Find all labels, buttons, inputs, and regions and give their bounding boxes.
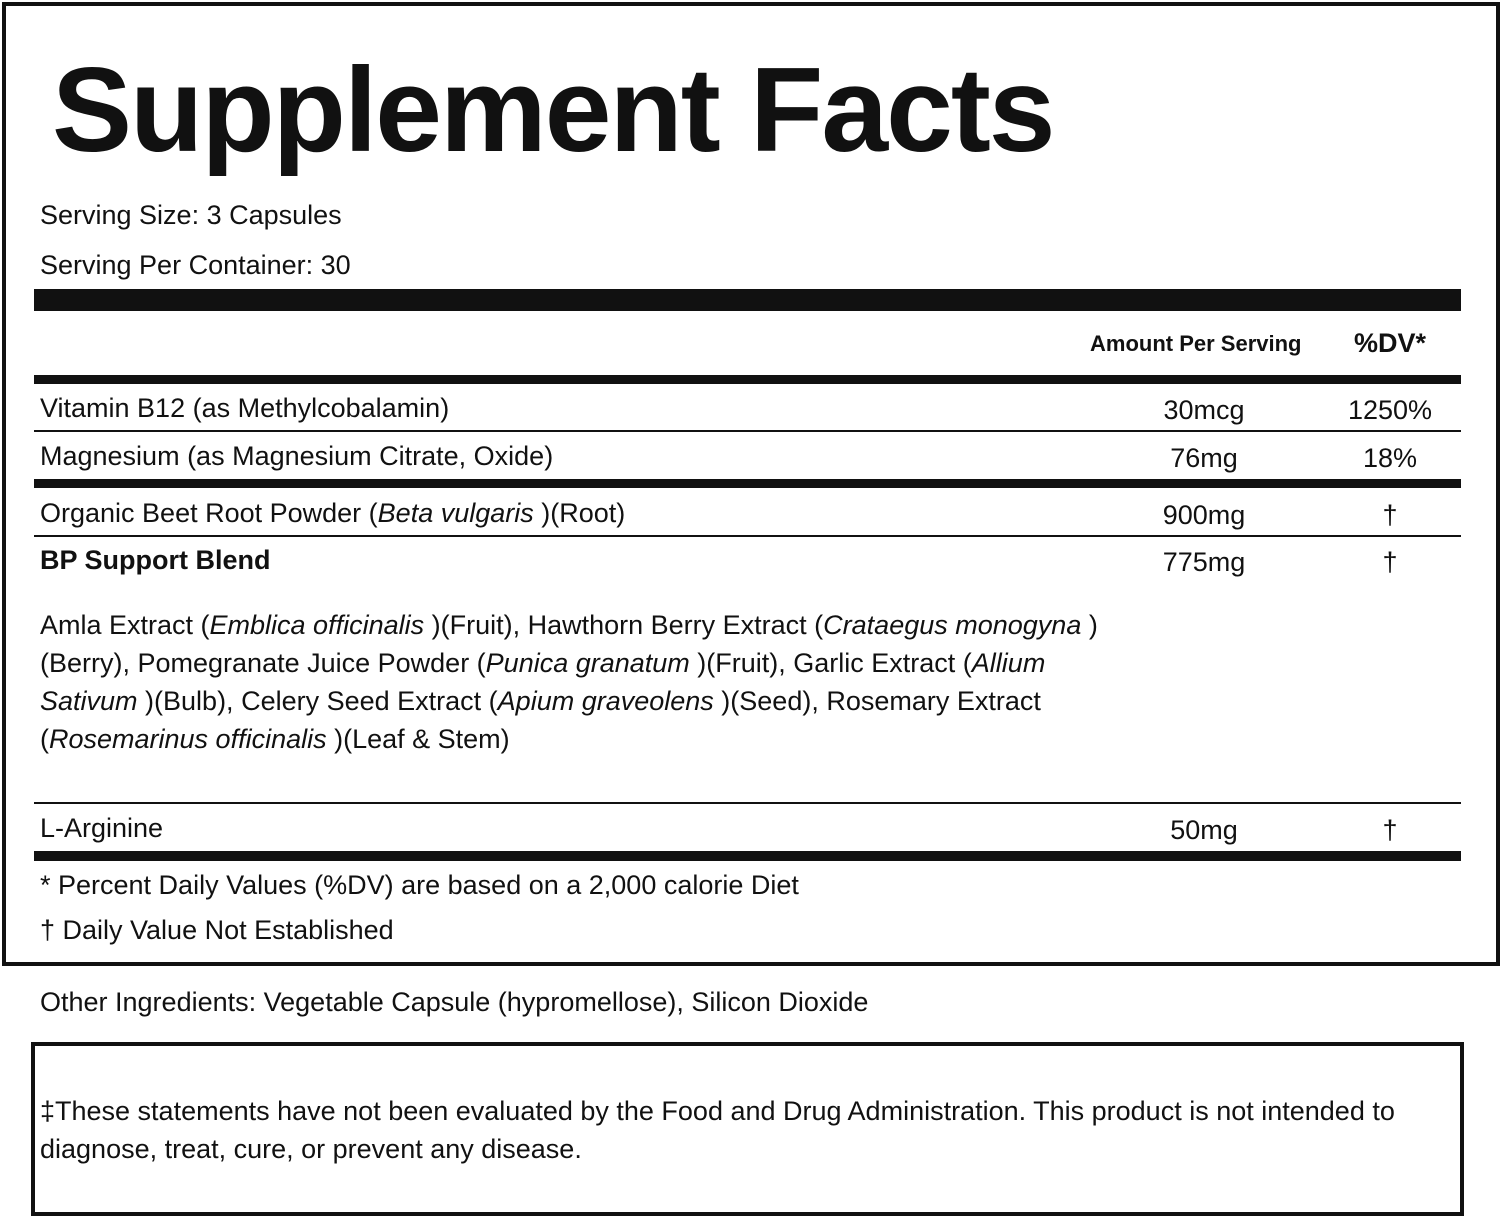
- thick-divider: [34, 851, 1461, 861]
- nutrient-dv: 1250%: [1347, 395, 1433, 425]
- fda-disclaimer: ‡These statements have not been evaluated by the Food and Drug Administration. This product is not intended to diagnose, treat, cure, or prevent any disease.: [40, 1096, 1395, 1164]
- dagger-footnote: † Daily Value Not Established: [40, 915, 394, 945]
- row-divider: [34, 430, 1461, 432]
- percent-dv-footnote: * Percent Daily Values (%DV) are based on a 2,000 calorie Diet: [40, 870, 799, 900]
- nutrient-name: Organic Beet Root Powder (Beta vulgaris )(Root): [40, 498, 626, 528]
- header-divider: [34, 375, 1461, 384]
- panel-title: Supplement Facts: [52, 43, 1054, 177]
- nutrient-amount: 30mcg: [1163, 395, 1245, 425]
- other-ingredients: Other Ingredients: Vegetable Capsule (hypromellose), Silicon Dioxide: [40, 987, 869, 1017]
- nutrient-dv: †: [1382, 815, 1398, 845]
- servings-per-container: Serving Per Container: 30: [40, 250, 351, 280]
- nutrient-name: Magnesium (as Magnesium Citrate, Oxide): [40, 441, 554, 471]
- nutrient-amount: 76mg: [1170, 443, 1238, 473]
- blend-dv: †: [1382, 547, 1398, 577]
- row-divider: [34, 535, 1461, 537]
- thick-divider: [34, 289, 1461, 311]
- nutrient-name: L-Arginine: [40, 813, 164, 843]
- nutrient-dv: 18%: [1362, 443, 1418, 473]
- nutrient-amount: 50mg: [1170, 815, 1238, 845]
- nutrient-amount: 900mg: [1162, 500, 1246, 530]
- dv-header: %DV*: [1354, 328, 1427, 358]
- serving-size: Serving Size: 3 Capsules: [40, 200, 342, 230]
- blend-amount: 775mg: [1162, 547, 1246, 577]
- section-divider: [34, 479, 1461, 488]
- nutrient-name: Vitamin B12 (as Methylcobalamin): [40, 393, 450, 423]
- blend-name: BP Support Blend: [40, 545, 271, 575]
- amount-per-serving-header: Amount Per Serving: [1090, 331, 1302, 356]
- blend-ingredients: Amla Extract (Emblica officinalis )(Fruit), Hawthorn Berry Extract (Crataegus monogyna )(Berry), Pomegranate Juice Powder (Punica granatum )(Fruit), Garlic Extract (Allium Sativum )(Bulb), Celery Seed Extract (Apium graveolens )(Seed), Rosemary Extract (Rosemarinus officinalis )(Leaf & Stem): [40, 610, 1098, 754]
- row-divider: [34, 802, 1461, 804]
- nutrient-dv: †: [1382, 500, 1398, 530]
